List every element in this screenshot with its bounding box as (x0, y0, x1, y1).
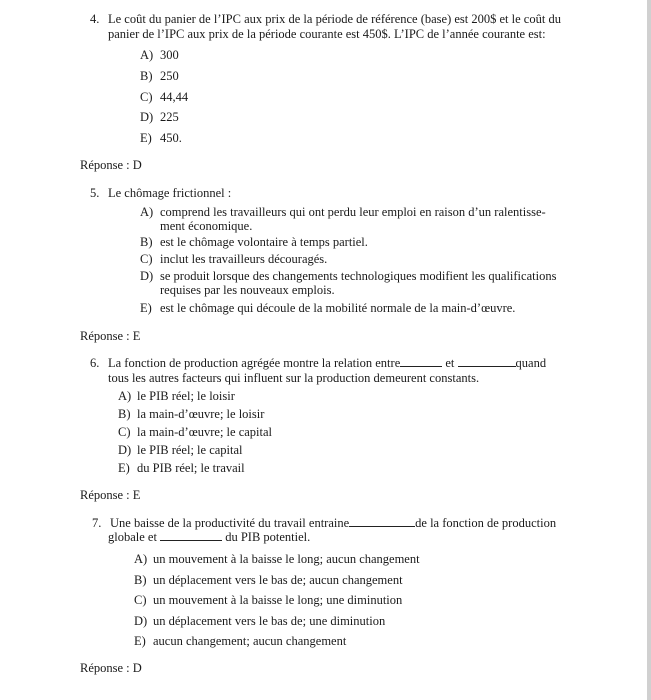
question-stem: tous les autres facteurs qui influent sur la production demeurent constants. (108, 371, 480, 385)
option-text: se produit lorsque des changements technologiques modifient les qualifications (160, 269, 557, 283)
option-text: comprend les travailleurs qui ont perdu leur emploi en raison d’un ralentisse- (160, 205, 546, 219)
option-text: 250 (160, 69, 179, 83)
option-letter: B) (118, 407, 131, 421)
stem-part: La fonction de production agrégée montre la relation entre (108, 356, 401, 370)
option-letter: D) (134, 614, 148, 628)
stem-part: globale et (108, 530, 157, 544)
option-letter: D) (140, 110, 154, 124)
question-stem (108, 356, 546, 370)
option-letter: C) (134, 593, 147, 607)
option-text: un mouvement à la baisse le long; aucun changement (153, 552, 420, 566)
question-number: 7. (92, 516, 102, 530)
stem-part: de la fonction de production (415, 516, 557, 530)
answer: Réponse : E (80, 488, 141, 502)
option-letter: A) (134, 552, 148, 566)
question-number: 5. (90, 186, 100, 200)
question-stem (108, 530, 310, 544)
option-text: du PIB réel; le travail (137, 461, 245, 475)
option-text: est le chômage qui découle de la mobilité normale de la main-d’œuvre. (160, 301, 516, 315)
option-letter: B) (140, 69, 153, 83)
option-text: 300 (160, 48, 179, 62)
stem-part: quand (515, 356, 547, 370)
option-letter: A) (118, 389, 132, 403)
stem-part: du PIB potentiel. (225, 530, 311, 544)
question-stem: Le chômage frictionnel : (108, 186, 232, 200)
option-letter: D) (118, 443, 132, 457)
option-letter: E) (140, 301, 152, 315)
option-text: un mouvement à la baisse le long; une diminution (153, 593, 403, 607)
question-number: 6. (90, 356, 100, 370)
option-letter: B) (140, 235, 153, 249)
fill-blank (349, 516, 415, 527)
option-text: la main-d’œuvre; le loisir (137, 407, 265, 421)
answer: Réponse : D (80, 158, 142, 172)
question-stem: panier de l’IPC aux prix de la période courante est 450$. L’IPC de l’année courante est: (108, 27, 546, 41)
option-letter: C) (118, 425, 131, 439)
option-text: 450. (160, 131, 182, 145)
option-letter: A) (140, 205, 154, 219)
option-letter: C) (140, 90, 153, 104)
question-number: 4. (90, 12, 100, 26)
option-text-continued: ment économique. (160, 219, 253, 233)
page-edge (647, 0, 651, 700)
question-stem: Le coût du panier de l’IPC aux prix de la période de référence (base) est 200$ et le coût du (108, 12, 561, 26)
option-text: le PIB réel; le loisir (137, 389, 235, 403)
fill-blank (400, 356, 442, 367)
option-text-continued: requises par les nouveaux emplois. (160, 283, 335, 297)
option-text: un déplacement vers le bas de; aucun changement (153, 573, 403, 587)
option-letter: C) (140, 252, 153, 266)
option-letter: A) (140, 48, 154, 62)
option-text: la main-d’œuvre; le capital (137, 425, 273, 439)
fill-blank (458, 356, 516, 367)
option-letter: B) (134, 573, 147, 587)
option-letter: E) (118, 461, 130, 475)
option-text: est le chômage volontaire à temps partiel. (160, 235, 368, 249)
fill-blank (160, 530, 222, 541)
stem-part: Une baisse de la productivité du travail entraine (110, 516, 350, 530)
option-text: 44,44 (160, 90, 189, 104)
option-text: le PIB réel; le capital (137, 443, 243, 457)
option-letter: E) (140, 131, 152, 145)
answer: Réponse : D (80, 661, 142, 675)
option-text: aucun changement; aucun changement (153, 634, 347, 648)
option-text: un déplacement vers le bas de; une diminution (153, 614, 386, 628)
answer: Réponse : E (80, 329, 141, 343)
stem-part: et (445, 356, 455, 370)
option-text: 225 (160, 110, 179, 124)
option-letter: E) (134, 634, 146, 648)
question-stem (110, 516, 556, 530)
option-letter: D) (140, 269, 154, 283)
option-text: inclut les travailleurs découragés. (160, 252, 328, 266)
